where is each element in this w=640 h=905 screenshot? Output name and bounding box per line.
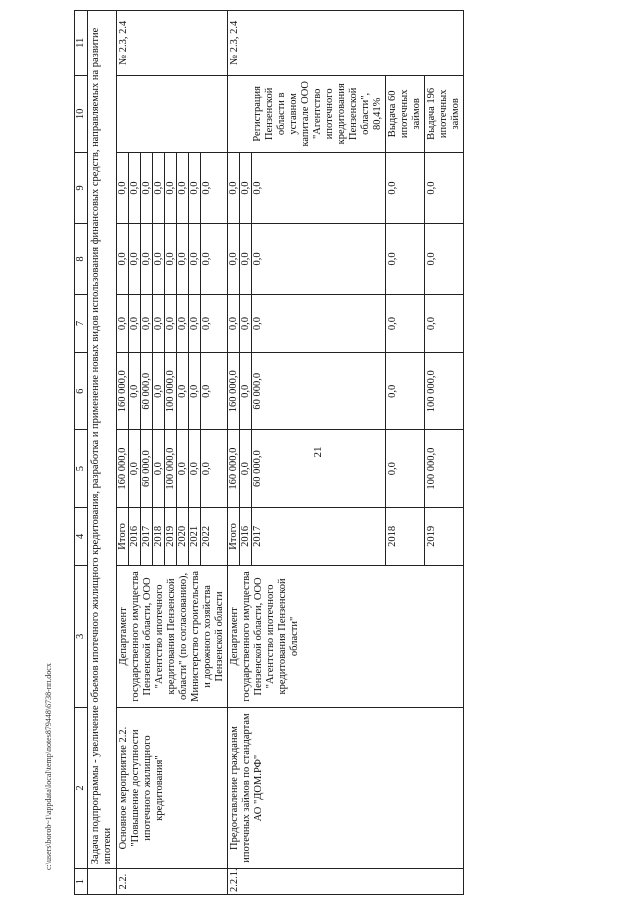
col-header: 11 — [75, 11, 88, 76]
value-cell: 100 000,0 — [165, 353, 177, 429]
row-number: 2.2.1. — [228, 869, 464, 895]
result-col10 — [117, 75, 228, 152]
year-2019: 2019 — [425, 507, 464, 565]
value-cell: 0,0 — [201, 181, 212, 195]
value-2018: 0,0 — [386, 224, 425, 295]
executor: Департамент государственного имущества Пензенской области, ООО "Агентство ипотечного кредитования Пензенской области" — [228, 565, 464, 707]
value-cell: Итого — [117, 508, 129, 565]
value-cell: 0,0 — [153, 430, 165, 506]
value-cell: 2018 — [153, 508, 165, 565]
value-cell: 0,0 — [141, 153, 153, 223]
values-col7 — [117, 295, 212, 352]
value-2018: 0,0 — [386, 353, 425, 430]
value-cell: 0,0 — [141, 224, 153, 294]
executor: Департамент государственного имущества Пензенской области, ООО "Агентство ипотечного кредитования Пензенской области" (по согласованию), Министерство строительства и дорожного хозяйства Пензенской области — [117, 565, 228, 707]
values-col6 — [117, 353, 212, 429]
col-header: 8 — [75, 224, 88, 295]
value-cell: 0,0 — [189, 430, 201, 506]
value-cell: 0,0 — [228, 153, 240, 223]
values-col8 — [228, 224, 263, 294]
value-2019: 100 000,0 — [425, 430, 464, 507]
col-header: 2 — [75, 707, 88, 868]
value-2019: 0,0 — [425, 294, 464, 352]
value-cell: 0,0 — [165, 153, 177, 223]
file-path-footer: c:\users\borob~1\appdata\local\temp\notes879448\6738-пп.docx — [44, 663, 53, 870]
row-number: 2.2. — [117, 869, 228, 895]
value-cell: 0,0 — [201, 252, 212, 266]
value-cell: 100 000,0 — [165, 430, 177, 506]
indicator-ref: № 2.3, 2.4 — [228, 11, 464, 76]
value-cell: 0,0 — [189, 295, 201, 352]
result-2018: Выдача 60 ипотечных займов — [386, 75, 425, 152]
value-cell: 0,0 — [129, 430, 141, 506]
value-cell: 0,0 — [189, 353, 201, 429]
value-cell: 0,0 — [240, 295, 252, 352]
value-cell: 2016 — [240, 508, 252, 565]
value-cell: 0,0 — [129, 224, 141, 294]
value-2018: 0,0 — [386, 430, 425, 507]
value-cell: 0,0 — [129, 295, 141, 352]
values-col5 — [228, 430, 263, 506]
value-2019: 100 000,0 — [425, 353, 464, 430]
program-table — [74, 10, 464, 895]
value-cell: 0,0 — [240, 430, 252, 506]
task-empty — [88, 869, 117, 895]
value-cell: 2017 — [252, 525, 263, 547]
header-row — [75, 11, 88, 895]
value-cell: Итого — [228, 508, 240, 565]
value-cell: 0,0 — [153, 153, 165, 223]
table-row — [228, 11, 386, 895]
values-col9 — [228, 153, 263, 223]
value-cell: 160 000,0 — [117, 353, 129, 429]
value-cell: 0,0 — [252, 252, 263, 266]
years-list — [117, 508, 212, 565]
years-list — [228, 508, 263, 565]
indicator-ref: № 2.3, 2.4 — [117, 11, 228, 76]
value-2018: 0,0 — [386, 294, 425, 352]
task-text: Задача подпрограммы - увеличение объемов ипотечного жилищного кредитования, разработка и применение новых видов использования финансовых средств, направляемых на развитие ипотеки — [88, 11, 117, 869]
value-cell: 2022 — [201, 525, 212, 547]
value-2019: 0,0 — [425, 224, 464, 295]
value-cell: 0,0 — [201, 384, 212, 398]
value-cell: 60 000,0 — [252, 450, 263, 488]
value-cell: 2017 — [141, 508, 153, 565]
value-cell: 0,0 — [177, 224, 189, 294]
measure-name: Основное мероприятие 2.2. "Повышение доступности ипотечного жилищного кредитования" — [117, 707, 228, 868]
value-cell: 60 000,0 — [141, 353, 153, 429]
value-cell: 0,0 — [129, 153, 141, 223]
values-col7 — [228, 295, 263, 352]
values-col9 — [117, 153, 212, 223]
value-cell: 0,0 — [117, 153, 129, 223]
value-cell: 0,0 — [252, 181, 263, 195]
value-cell: 60 000,0 — [252, 372, 263, 410]
col-header: 5 — [75, 430, 88, 507]
value-cell: 160 000,0 — [228, 430, 240, 506]
value-cell: 0,0 — [153, 353, 165, 429]
value-2019: 0,0 — [425, 153, 464, 224]
values-col8 — [117, 224, 212, 294]
col-header: 1 — [75, 869, 88, 895]
col-header: 3 — [75, 565, 88, 707]
value-cell: 60 000,0 — [141, 430, 153, 506]
value-cell: 0,0 — [177, 353, 189, 429]
col-header: 10 — [75, 75, 88, 152]
value-2018: 0,0 — [386, 153, 425, 224]
page-number: 21 — [312, 446, 324, 458]
result-2019: Выдача 196 ипотечных займов — [425, 75, 464, 152]
value-cell: 0,0 — [189, 224, 201, 294]
value-cell: 0,0 — [153, 224, 165, 294]
value-cell: 2016 — [129, 508, 141, 565]
value-cell: 0,0 — [189, 153, 201, 223]
value-cell: 0,0 — [165, 295, 177, 352]
value-cell: 0,0 — [240, 353, 252, 429]
values-col5 — [117, 430, 212, 506]
value-cell: 0,0 — [201, 462, 212, 476]
value-cell: 0,0 — [117, 224, 129, 294]
value-cell: 0,0 — [177, 430, 189, 506]
value-cell: 2020 — [177, 508, 189, 565]
col-header: 4 — [75, 507, 88, 565]
rotated-table-container — [74, 10, 614, 895]
value-cell: 0,0 — [129, 353, 141, 429]
value-cell: 160 000,0 — [117, 430, 129, 506]
value-cell: 160 000,0 — [228, 353, 240, 429]
value-cell: 2021 — [189, 508, 201, 565]
value-cell: 0,0 — [141, 295, 153, 352]
value-cell: 0,0 — [240, 153, 252, 223]
col-header: 9 — [75, 153, 88, 224]
value-cell: 0,0 — [117, 295, 129, 352]
col-header: 6 — [75, 353, 88, 430]
value-cell: 0,0 — [153, 295, 165, 352]
value-cell: 0,0 — [177, 295, 189, 352]
value-cell: 0,0 — [165, 224, 177, 294]
result-2017: Регистрация Пензенской области в уставном капитале ООО "Агентство ипотечного кредитования Пензенской области", 80,41% — [228, 75, 386, 152]
values-col6 — [228, 353, 263, 429]
value-cell: 0,0 — [240, 224, 252, 294]
value-cell: 0,0 — [228, 295, 240, 352]
measure-name: Предоставление гражданам ипотечных займов по стандартам АО "ДОМ.РФ" — [228, 707, 464, 868]
year-2018: 2018 — [386, 507, 425, 565]
value-cell: 2019 — [165, 508, 177, 565]
col-header: 7 — [75, 294, 88, 352]
value-cell: 0,0 — [201, 316, 212, 331]
value-cell: 0,0 — [252, 316, 263, 331]
value-cell: 0,0 — [177, 153, 189, 223]
table-row — [117, 11, 228, 895]
value-cell: 0,0 — [228, 224, 240, 294]
task-row — [88, 11, 117, 895]
